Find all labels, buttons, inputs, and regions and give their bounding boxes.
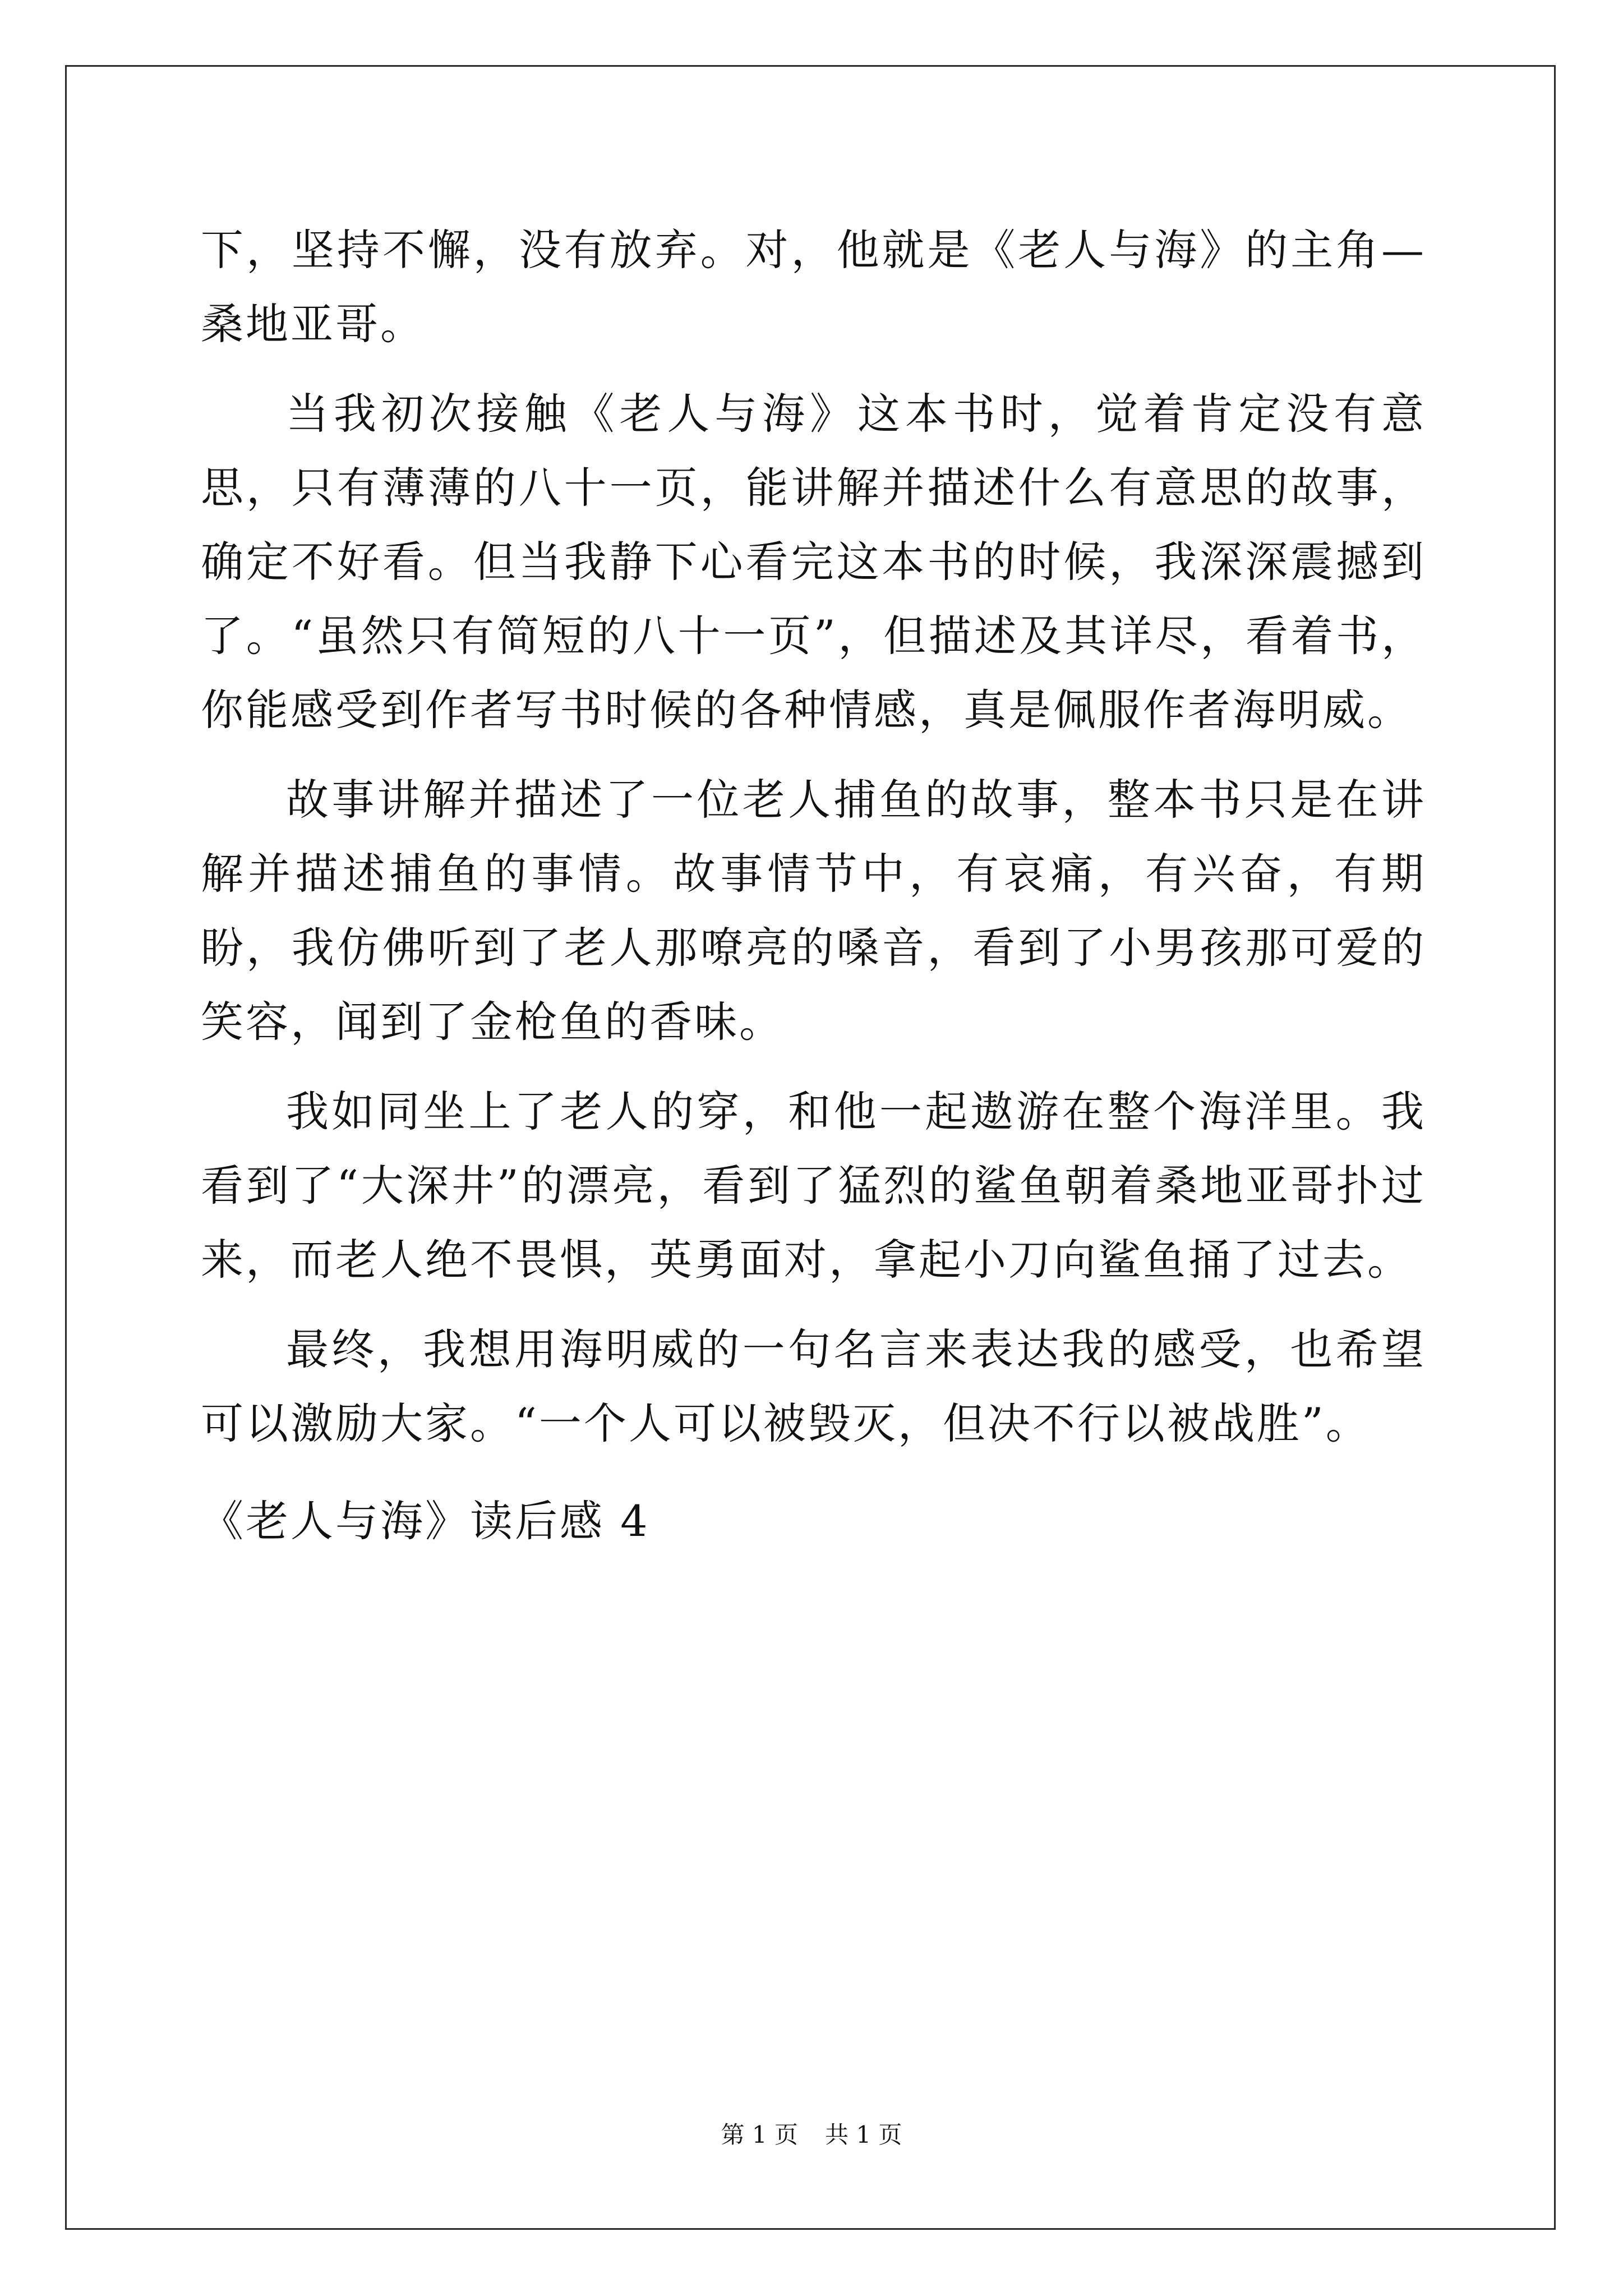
page-total: 共 1 页 <box>825 2121 902 2148</box>
page-footer <box>0 2119 1623 2151</box>
page-number: 第 1 页 <box>721 2121 798 2148</box>
document-body <box>201 213 1426 1558</box>
paragraph-5: 最终，我想用海明威的一句名言来表达我的感受，也希望可以激励大家。“一个人可以被毁灭，但决不行以被战胜”。 <box>201 1324 1426 1448</box>
paragraph-1: 下，坚持不懈，没有放弃。对，他就是《老人与海》的主角—桑地亚哥。 <box>201 225 1426 349</box>
paragraph-4: 我如同坐上了老人的穿，和他一起遨游在整个海洋里。我看到了“大深井”的漂亮，看到了猛烈的鲨鱼朝着桑地亚哥扑过来，而老人绝不畏惧，英勇面对，拿起小刀向鲨鱼捅了过去。 <box>201 1087 1426 1285</box>
section-heading: 《老人与海》读后感 4 <box>201 1496 650 1546</box>
paragraph-3: 故事讲解并描述了一位老人捕鱼的故事，整本书只是在讲解并描述捕鱼的事情。故事情节中，有哀痛，有兴奋，有期盼，我仿佛听到了老人那嘹亮的嗓音，看到了小男孩那可爱的笑容，闻到了金枪鱼的香味。 <box>201 775 1426 1047</box>
paragraph-2: 当我初次接触《老人与海》这本书时，觉着肯定没有意思，只有薄薄的八十一页，能讲解并描述什么有意思的故事，确定不好看。但当我静下心看完这本书的时候，我深深震撼到了。“虽然只有简短的八十一页”，但描述及其详尽，看着书，你能感受到作者写书时候的各种情感，真是佩服作者海明威。 <box>201 389 1426 735</box>
